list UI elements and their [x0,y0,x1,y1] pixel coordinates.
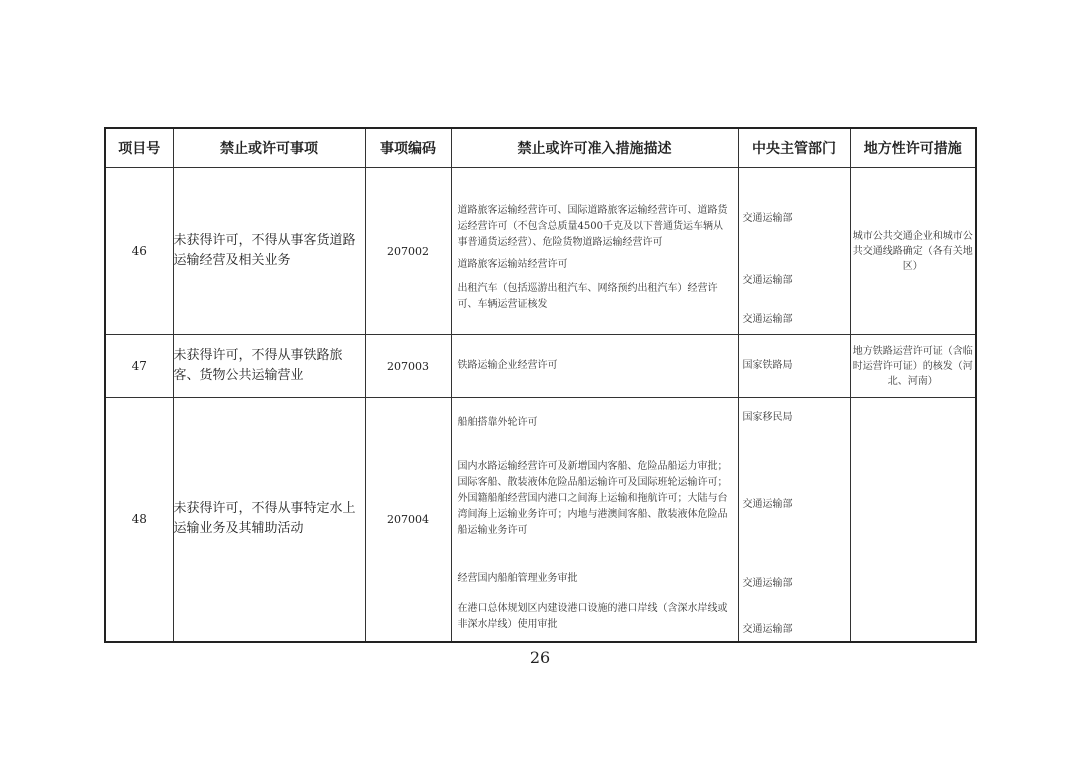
page-number: 26 [529,648,551,667]
dept-text: 交通运输部 [742,274,793,286]
item-code: 207004 [365,398,451,642]
measures-cell [451,168,738,335]
dept-text: 交通运输部 [742,313,793,325]
dept-text: 交通运输部 [742,623,793,635]
header-item-no: 项目号 [105,128,173,168]
item-code: 207003 [365,335,451,398]
measure-text: 国内水路运输经营许可及新增国内客船、危险品船运力审批；国际客船、散装液体危险品船运输许可及国际班轮运输许可；外国籍船舶经营国内港口之间海上运输和拖航许可；大陆与台湾间海上运输业务许可；内地与港澳间客船、散装液体危险品船运输业务许可 [457,460,728,536]
table-header-row [105,128,976,168]
dept-text: 交通运输部 [742,212,793,224]
dept-cell [738,335,850,398]
local-measure: 地方铁路运营许可证（含临时运营许可证）的核发（河北、河南） [850,335,976,398]
matter-cell: 未获得许可，不得从事客货道路运输经营及相关业务 [173,168,365,335]
measure-text: 道路旅客运输站经营许可 [457,258,568,270]
item-number: 47 [105,335,173,398]
measures-cell [451,335,738,398]
measure-text: 出租汽车（包括巡游出租汽车、网络预约出租汽车）经营许可、车辆运营证核发 [457,282,718,310]
measure-text: 在港口总体规划区内建设港口设施的港口岸线（含深水岸线或非深水岸线）使用审批 [457,602,728,630]
header-code: 事项编码 [365,128,451,168]
table-row [105,168,976,335]
header-matter: 禁止或许可事项 [173,128,365,168]
header-dept: 中央主管部门 [738,128,850,168]
local-measure [850,398,976,642]
matter-cell: 未获得许可，不得从事特定水上运输业务及其辅助活动 [173,398,365,642]
item-number: 46 [105,168,173,335]
measure-text: 铁路运输企业经营许可 [457,360,558,371]
measure-text: 道路旅客运输经营许可、国际道路旅客运输经营许可、道路货运经营许可（不包含总质量4500千克及以下普通货运车辆从事普通货运经营）、危险货物道路运输经营许可 [457,204,728,248]
dept-cell [738,168,850,335]
dept-text: 国家移民局 [742,411,793,423]
dept-text: 交通运输部 [742,498,793,510]
table-row [105,335,976,398]
measure-text: 船舶搭靠外轮许可 [457,416,538,428]
local-measure: 城市公共交通企业和城市公共交通线路确定（各有关地区） [850,168,976,335]
dept-cell [738,398,850,642]
dept-text: 交通运输部 [742,577,793,589]
table-row [105,398,976,642]
header-local: 地方性许可措施 [850,128,976,168]
item-number: 48 [105,398,173,642]
measure-text: 经营国内船舶管理业务审批 [457,572,578,584]
item-code: 207002 [365,168,451,335]
dept-text: 国家铁路局 [742,360,793,371]
permit-table [104,127,977,643]
header-measures: 禁止或许可准入措施描述 [451,128,738,168]
matter-cell: 未获得许可，不得从事铁路旅客、货物公共运输营业 [173,335,365,398]
measures-cell [451,398,738,642]
